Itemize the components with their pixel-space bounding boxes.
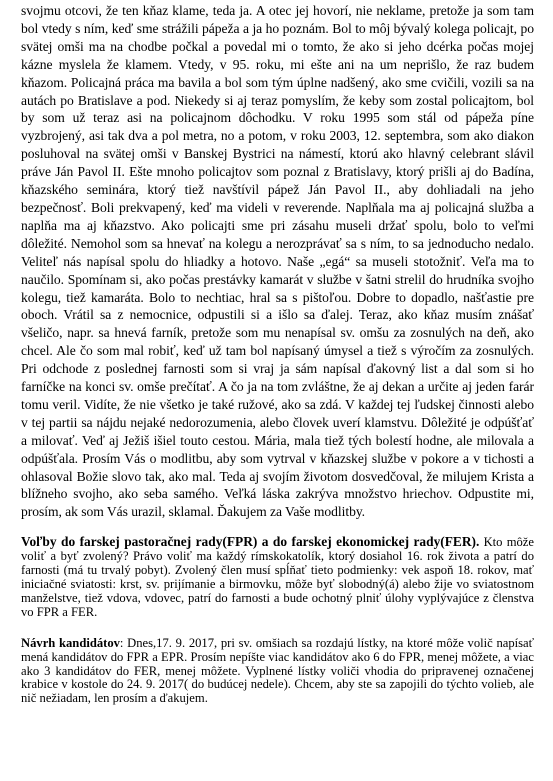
candidates-body: : Dnes,17. 9. 2017, pri sv. omšiach sa rozdajú lístky, na ktoré môže volič napísať mená kandidátov do FPR a EPR. Prosím nepíšte viac kandidátov ako 6 do FPR, menej môžete, a viac ako 3 kandidátov do FER, menej môžete. Vyplnené lístky voliči vhodia do pripravenej označenej krabice v kostole do 24. 9. 2017( do budúcej nedele). Chcem, aby ste sa zapojili do týchto volieb, ale nič nežiadam, len prosím a ďakujem.	[21, 635, 535, 706]
council-election-section	[21, 535, 534, 619]
candidates-heading: Návrh kandidátov	[21, 635, 120, 650]
council-election-body: Kto môže voliť a byť zvolený? Právo voliť ma každý rímskokatolík, ktorý dosiahol 16. rok života a patrí do farnosti (má tu trvalý pobyt). Zvolený člen musí spĺňať tieto podmienky: vek aspoň 18. rokov, mať iniciačné sviatosti: krst, sv. prijímanie a birmovku, môže byť slobodný(á) alebo žije vo sviatostnom manželstve, tiež vdova, vdovec, patrí do farnosti a bude ochotný plniť úlohy vyplývajúce z členstva vo FPR a FER.	[21, 535, 534, 619]
main-paragraph: svojmu otcovi, že ten kňaz klame, teda ja. A otec jej hovorí, nie neklame, pretože ja som tam bol vtedy s ním, keď sme strážili pápeža a ja ho poznám. Bol to môj bývalý kolega policajt, po svätej omši ma na chodbe počkal a povedal mi o tomto, že ako si jeho dcérka počas mojej kázne myslela že klamem. Vtedy, v 95. roku, mi ešte ani na um neprišlo, že raz budem kňazom. Policajná práca ma bavila a bol som tým úplne nadšený, ako sme cvičili, vozili sa na autách po Bratislave a pod. Niekedy si aj teraz pomyslím, že keby som zostal policajtom, bol by som už teraz asi na policajnom dôchodku. V roku 1995 som stál od pápeža píne vyzbrojený, asi tak dva a pol metra, no a potom, v roku 2003, 12. septembra, som ako diakon posluhoval na svätej omši v Banskej Bystrici na námestí, ktorú ako hlavný celebrant slávil práve Ján Pavol II. Ešte mnoho policajtov som poznal z Bratislavy, ktorý prišli aj do Badína, kňazského seminára, ktorý tiež navštívil pápež Ján Pavol II., aby dohliadali na jeho bezpečnosť. Boli prekvapený, keď ma videli v reverende. Naplňala ma aj policajná služba a naplňa ma aj kňazstvo. Ako policajti sme pri zásahu museli držať spolu, bolo to veľmi dôležité. Nemohol som sa hnevať na kolegu a nerozprávať sa s ním, to sa jednoducho nedalo. Veliteľ nás napísal spolu do hliadky a hotovo. Naše „egá“ sa museli stotožniť. Veľa ma to naučilo. Spomínam si, ako počas prestávky kamarát v službe v šatni strelil do hrudníka svojho kolegu, tiež kamaráta. Bolo to nechtiac, hral sa s pištoľou. Dobre to dopadlo, našťastie pre oboch. Vrátil sa z nemocnice, odpustili si a išlo sa ďalej. Teraz, ako kňaz musím znášať všeličo, napr. sa hnevá farník, pretože som mu nenapísal sv. omšu za zosnulých na deň, ako chcel. Ale čo som mal robiť, keď už tam bol napísaný úmysel a tiež s výročím za zosnulých. Pri odchode z poslednej farnosti som si vraj ja sám napísal ďakovný list a dal som si ho farníčke na konci sv. omše prečítať. A čo ja na tom zvláštne, že aj dekan a určite aj jeden farár tomu veril. Vidíte, že nie všetko je také ružové, ako sa zdá. V každej tej ľudskej činnosti alebo v tej partii sa nájdu nejaké nedorozumenia, alebo človek uverí klamstvu. Dôležité je odpúšťať a milovať. Veď aj Ježiš išiel touto cestou. Mária, mala tiež tých bolestí hodne, ale milovala a odpúšťala. Prosím Vás o modlitbu, aby som vytrval v kňazskej službe v pokore a v tichosti a ohlasoval Božie slovo tak, ako mal. Teda aj svojím životom dosvedčoval, že milujem Krista a blížneho svojho, ako seba samého. Veľká láska zakrýva množstvo hriechov. Odpustite mi, prosím, ak som Vás urazil, sklamal. Ďakujem za Vaše modlitby.	[21, 3, 534, 520]
document-page	[21, 2, 534, 706]
council-election-heading: Voľby do farskej pastoračnej rady(FPR) a do farskej ekonomickej rady(FER).	[21, 534, 480, 550]
candidates-section	[21, 637, 534, 707]
